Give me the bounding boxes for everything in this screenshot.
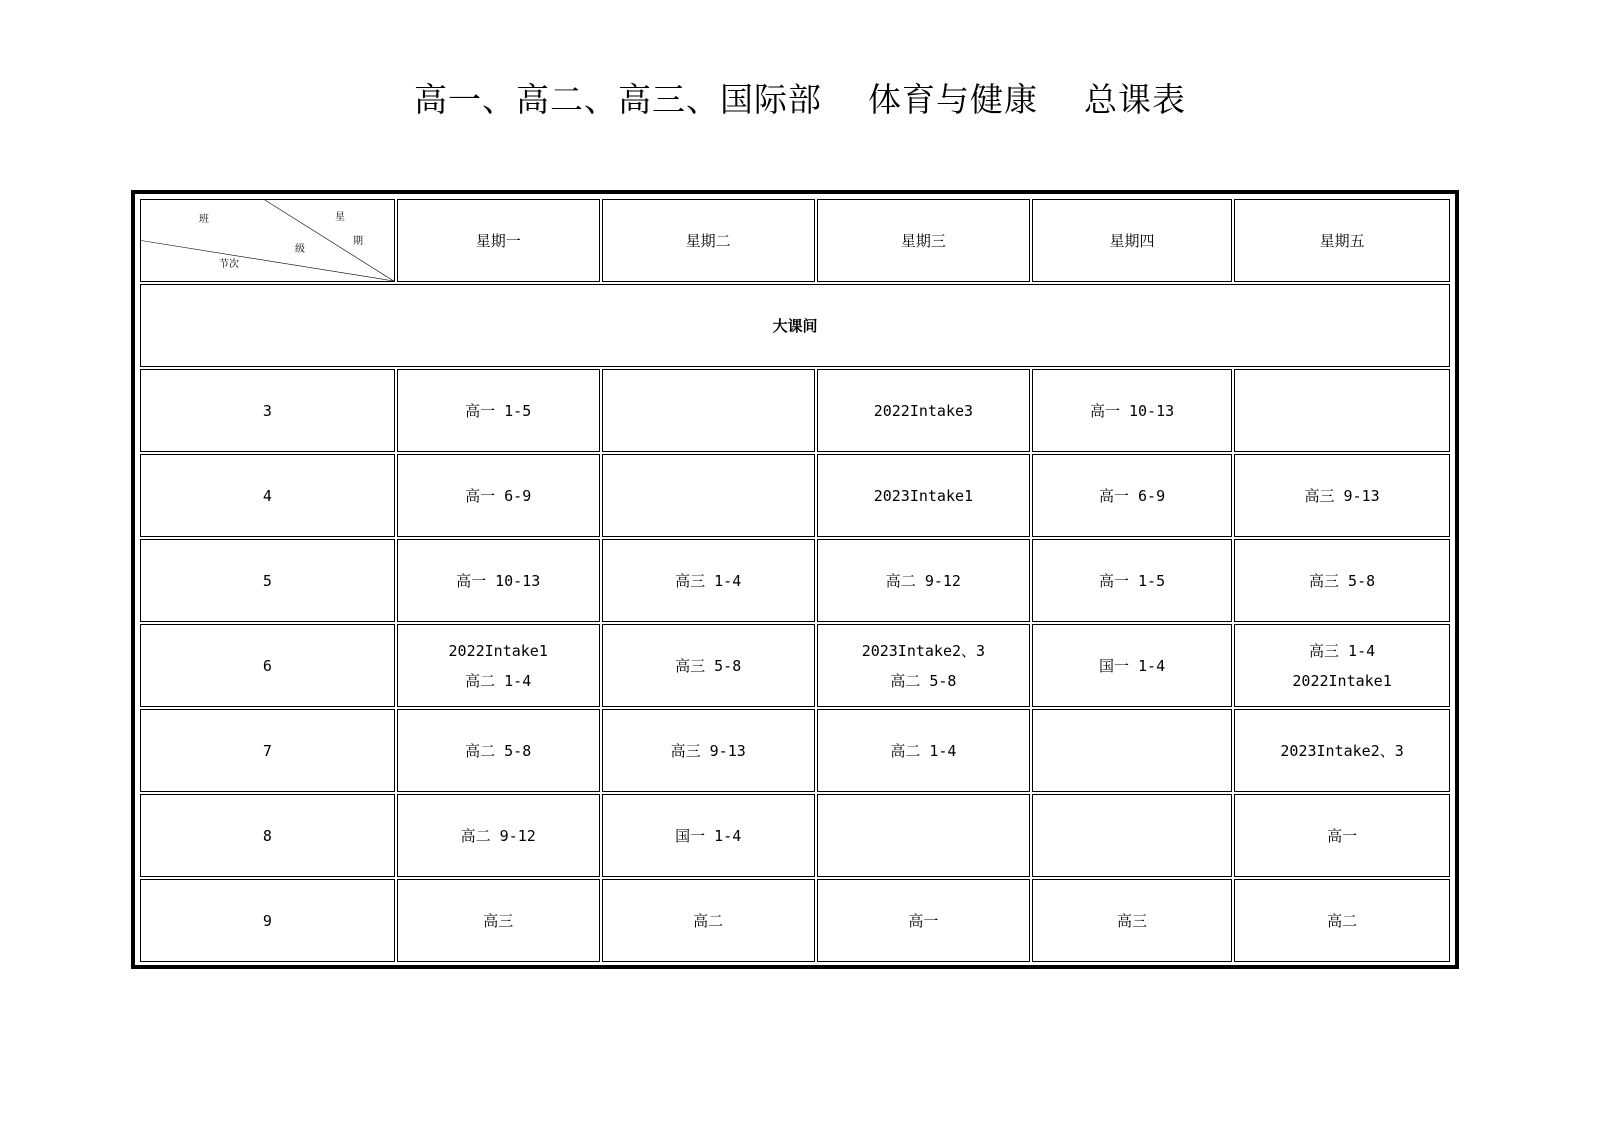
schedule-cell-wednesday: [817, 454, 1030, 537]
class-entry: 高二 9-12: [460, 826, 536, 845]
schedule-cell-wednesday: [817, 709, 1030, 792]
class-entry: 2022Intake1: [1292, 671, 1392, 690]
schedule-cell-monday: [397, 539, 600, 622]
class-entry: 高一 1-5: [1099, 571, 1166, 590]
schedule-cell-monday: [397, 709, 600, 792]
period-row: [140, 454, 1450, 537]
class-entry: 高二: [693, 911, 724, 930]
period-number: 8: [140, 794, 395, 877]
class-entry: 2022Intake3: [873, 401, 974, 420]
class-entry: 2023Intake2、3: [1280, 741, 1404, 760]
schedule-cell-friday: [1234, 879, 1450, 962]
schedule-cell-wednesday: [817, 539, 1030, 622]
schedule-cell-thursday: [1032, 624, 1232, 707]
class-entry: 高二 5-8: [890, 671, 957, 690]
day-header-wednesday: 星期三: [817, 199, 1030, 282]
class-entry: 高一 6-9: [1099, 486, 1166, 505]
diagonal-corner-header: [140, 199, 395, 282]
schedule-cell-tuesday: [602, 879, 815, 962]
schedule-cell-thursday: [1032, 794, 1232, 877]
schedule-cell-friday: [1234, 794, 1450, 877]
schedule-cell-thursday: [1032, 454, 1232, 537]
corner-label-qi: 期: [353, 236, 363, 247]
period-row: [140, 624, 1450, 707]
class-entry: 高三 1-4: [675, 571, 742, 590]
class-entry: 高二 9-12: [885, 571, 961, 590]
schedule-cell-wednesday: [817, 879, 1030, 962]
schedule-cell-friday: [1234, 709, 1450, 792]
class-entry: 高一 10-13: [1089, 401, 1175, 420]
schedule-cell-friday: [1234, 624, 1450, 707]
class-entry: 高二 1-4: [890, 741, 957, 760]
period-number: 5: [140, 539, 395, 622]
class-entry: 高一: [908, 911, 939, 930]
schedule-cell-tuesday: [602, 454, 815, 537]
schedule-cell-wednesday: [817, 794, 1030, 877]
class-entry: 高三 5-8: [1309, 571, 1376, 590]
period-number: 7: [140, 709, 395, 792]
period-row: [140, 879, 1450, 962]
class-entry: 2022Intake1: [448, 641, 548, 660]
class-entry: 高三: [1117, 911, 1148, 930]
schedule-cell-thursday: [1032, 369, 1232, 452]
period-number: 3: [140, 369, 395, 452]
schedule-cell-thursday: [1032, 879, 1232, 962]
class-entry: 高一 6-9: [465, 486, 532, 505]
schedule-cell-tuesday: [602, 369, 815, 452]
day-header-thursday: 星期四: [1032, 199, 1232, 282]
period-row: [140, 709, 1450, 792]
corner-label-period: 节次: [219, 259, 239, 270]
schedule-cell-wednesday: [817, 369, 1030, 452]
schedule-cell-monday: [397, 369, 600, 452]
schedule-cell-tuesday: [602, 794, 815, 877]
schedule-table: [138, 197, 1452, 964]
class-entry: 高二 1-4: [465, 671, 532, 690]
class-entry: 高三 9-13: [670, 741, 746, 760]
period-row: [140, 369, 1450, 452]
period-number: 4: [140, 454, 395, 537]
class-entry: 国一 1-4: [1099, 656, 1166, 675]
class-entry: 高三: [483, 911, 514, 930]
class-entry: 高三 1-4: [1309, 641, 1376, 660]
schedule-cell-friday: [1234, 539, 1450, 622]
schedule-cell-friday: [1234, 454, 1450, 537]
period-row: [140, 794, 1450, 877]
class-entry: 国一 1-4: [675, 826, 742, 845]
schedule-cell-monday: [397, 624, 600, 707]
corner-label-xing: 星: [335, 212, 345, 223]
class-entry: 高一: [1327, 826, 1358, 845]
class-entry: 高三 9-13: [1304, 486, 1380, 505]
class-entry: 高三 5-8: [675, 656, 742, 675]
corner-label-class: 班: [199, 214, 209, 225]
schedule-cell-monday: [397, 454, 600, 537]
break-cell: 大课间: [140, 284, 1450, 367]
page-title: 高一、高二、高三、国际部 体育与健康 总课表: [414, 80, 1186, 119]
period-row: [140, 539, 1450, 622]
corner-label-ji: 级: [295, 244, 305, 255]
schedule-cell-tuesday: [602, 539, 815, 622]
header-row: [140, 199, 1450, 282]
schedule-frame: [131, 190, 1459, 969]
class-entry: 2023Intake2、3: [861, 641, 986, 660]
schedule-cell-thursday: [1032, 539, 1232, 622]
class-entry: 高一 10-13: [456, 571, 541, 590]
period-number: 6: [140, 624, 395, 707]
class-entry: 高一 1-5: [465, 401, 532, 420]
break-row: [140, 284, 1450, 367]
schedule-cell-monday: [397, 794, 600, 877]
day-header-friday: 星期五: [1234, 199, 1450, 282]
schedule-cell-wednesday: [817, 624, 1030, 707]
schedule-cell-tuesday: [602, 709, 815, 792]
class-entry: 高二: [1327, 911, 1358, 930]
schedule-cell-tuesday: [602, 624, 815, 707]
class-entry: 2023Intake1: [873, 486, 974, 505]
day-header-tuesday: 星期二: [602, 199, 815, 282]
class-entry: 高二 5-8: [465, 741, 532, 760]
schedule-cell-thursday: [1032, 709, 1232, 792]
schedule-cell-friday: [1234, 369, 1450, 452]
schedule-cell-monday: [397, 879, 600, 962]
period-number: 9: [140, 879, 395, 962]
day-header-monday: 星期一: [397, 199, 600, 282]
